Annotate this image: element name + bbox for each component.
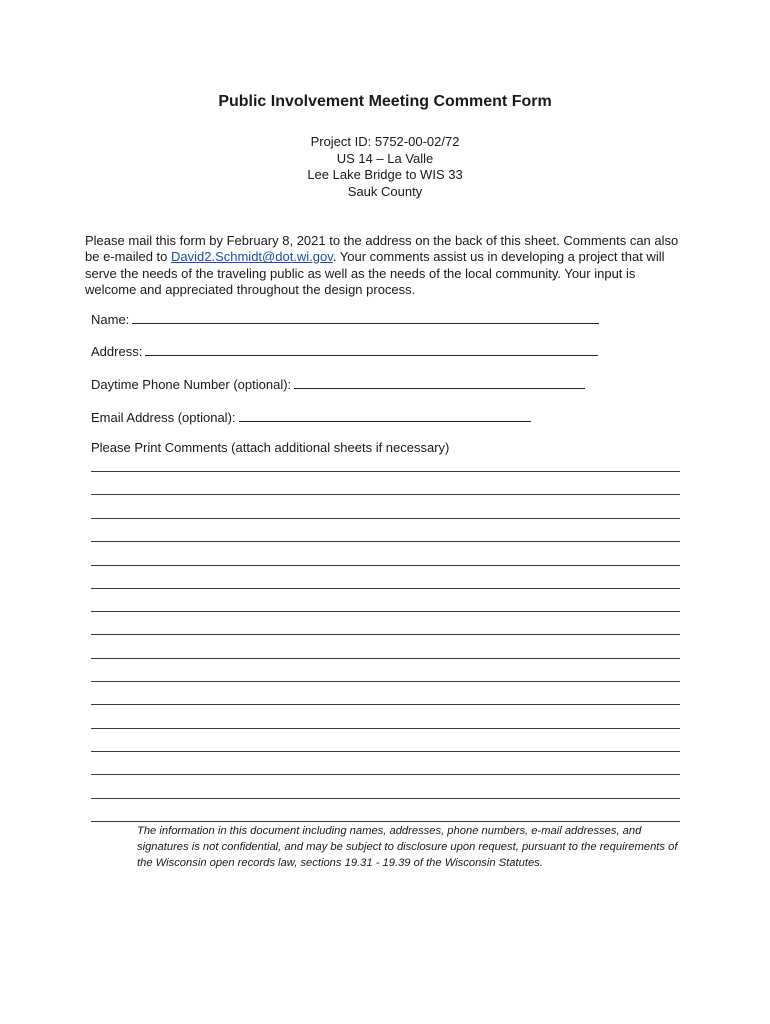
project-info (0, 134, 770, 200)
name-label: Name: (91, 312, 130, 327)
comments-label: Please Print Comments (attach additional sheets if necessary) (91, 440, 450, 455)
comment-line[interactable] (91, 565, 680, 566)
phone-field (91, 376, 585, 392)
comment-line[interactable] (91, 798, 680, 799)
comment-line[interactable] (91, 751, 680, 752)
project-county: Sauk County (347, 183, 423, 199)
email-field (91, 409, 531, 425)
intro-paragraph (85, 233, 685, 298)
comment-line[interactable] (91, 681, 680, 682)
intro-text-after: . Your comments assist us in developing a project that will serve the needs of the traveling public as well as the needs of the local community. Your input is welcome and appreciated throughout the design process. (85, 249, 665, 297)
comment-line[interactable] (91, 634, 680, 635)
comment-line[interactable] (91, 588, 680, 589)
comment-line[interactable] (91, 774, 680, 775)
name-field (91, 311, 599, 327)
phone-label: Daytime Phone Number (optional): (91, 377, 292, 392)
privacy-disclaimer: The information in this document including names, addresses, phone numbers, e-mail addresses, and signatures is not confidential, and may be subject to disclosure upon request, pursuant to the requirements of the Wisconsin open records law, sections 19.31 - 19.39 of the Wisconsin Statutes. (137, 825, 678, 869)
comment-line[interactable] (91, 494, 680, 495)
email-label: Email Address (optional): (91, 410, 236, 425)
address-input-line[interactable] (145, 343, 598, 356)
comment-line[interactable] (91, 518, 680, 519)
project-route: US 14 – La Valle (336, 150, 434, 166)
comment-line[interactable] (91, 471, 680, 472)
address-field (91, 343, 598, 359)
email-input-line[interactable] (239, 409, 531, 422)
comment-line[interactable] (91, 821, 680, 822)
project-segment: Lee Lake Bridge to WIS 33 (307, 167, 463, 182)
project-id: Project ID: 5752-00-02/72 (310, 134, 460, 149)
address-label: Address: (91, 344, 143, 359)
comment-line[interactable] (91, 728, 680, 729)
form-title: Public Involvement Meeting Comment Form (218, 93, 552, 110)
name-input-line[interactable] (132, 311, 599, 324)
comment-line[interactable] (91, 611, 680, 612)
comment-line[interactable] (91, 541, 680, 542)
contact-email-link[interactable]: David2.Schmidt@dot.wi.gov (171, 249, 333, 265)
comment-line[interactable] (91, 704, 680, 705)
comment-line[interactable] (91, 658, 680, 659)
phone-input-line[interactable] (294, 376, 585, 389)
intro-text-before: Please mail this form by February 8, 2021 to the address on the back of this sheet. Comments can also be e-mailed to (85, 233, 679, 265)
